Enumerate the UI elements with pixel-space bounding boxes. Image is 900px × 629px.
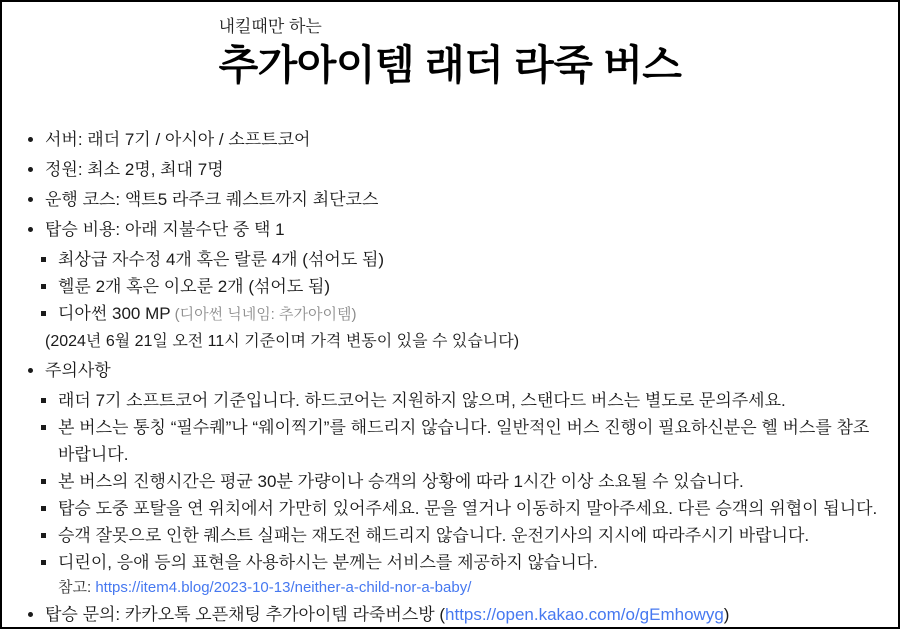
fare-option-note: (디아썬 닉네임: 추가아이템): [174, 306, 357, 323]
document-body: [2, 126, 898, 629]
caution-item: [58, 495, 880, 522]
fare-options-list: [45, 246, 880, 328]
caution-item: [58, 522, 880, 549]
course-text: 운행 코스: 액트5 라주크 퀘스트까지 최단코스: [45, 190, 379, 209]
caution-item: [58, 387, 880, 414]
contact-suffix: ): [723, 605, 730, 624]
title-kicker: 내킬때만 하는: [218, 17, 322, 36]
fare-label: 탑승 비용: 아래 지불수단 중 택 1: [45, 220, 285, 239]
reference-link[interactable]: https://item4.blog/2023-10-13/neither-a-child-nor-a-baby/: [95, 579, 472, 596]
list-item-cautions: [45, 357, 880, 599]
info-list: [24, 126, 880, 629]
fare-option: [58, 273, 880, 300]
cautions-label: 주의사항: [45, 361, 111, 380]
contact-prefix: 탑승 문의: 카카오톡 오픈채팅 추가아이템 라죽버스방 (: [45, 605, 446, 624]
page-header: [2, 2, 898, 88]
list-item-server: [45, 126, 880, 154]
reference-line: [58, 577, 880, 599]
caution-text: 래더 7기 소프트코어 기준입니다. 하드코어는 지원하지 않으며, 스탠다드 버스는 별도로 문의주세요.: [58, 391, 786, 410]
list-item-fare: [45, 216, 880, 355]
list-item-contact: [45, 601, 880, 629]
list-item-capacity: [45, 156, 880, 184]
capacity-text: 정원: 최소 2명, 최대 7명: [45, 160, 224, 179]
fare-option: [58, 300, 880, 328]
fare-option: [58, 246, 880, 273]
caution-item: [58, 549, 880, 599]
page-title: 추가아이템 래더 라죽 버스: [218, 42, 682, 88]
title-block: [219, 16, 682, 88]
price-footnote: (2024년 6월 21일 오전 11시 기준이며 가격 변동이 있을 수 있습니다): [45, 333, 520, 350]
caution-text: 승객 잘못으로 인한 퀘스트 실패는 재도전 해드리지 않습니다. 운전기사의 지시에 따라주시기 바랍니다.: [58, 526, 810, 545]
caution-text: 본 버스의 진행시간은 평균 30분 가량이나 승객의 상황에 따라 1시간 이상 소요될 수 있습니다.: [58, 472, 744, 491]
list-item-course: [45, 186, 880, 214]
caution-text: 탑승 도중 포탈을 연 위치에서 가만히 있어주세요. 문을 열거나 이동하지 말아주세요. 다른 승객의 위협이 됩니다.: [58, 499, 878, 518]
fare-option-text: 최상급 자수정 4개 혹은 랄룬 4개 (섞어도 됨): [58, 250, 385, 269]
caution-item: [58, 468, 880, 495]
fare-option-text: 헬룬 2개 혹은 이오룬 2개 (섞어도 됨): [58, 277, 331, 296]
caution-text: 본 버스는 통칭 “필수퀘”나 “웨이찍기”를 해드리지 않습니다. 일반적인 버스 진행이 필요하신분은 헬 버스를 참조바랍니다.: [58, 418, 870, 464]
reference-label: 참고:: [58, 579, 92, 596]
cautions-list: [45, 387, 880, 599]
fare-option-text: 디아썬 300 MP: [58, 304, 171, 323]
caution-item: [58, 414, 880, 468]
kakao-open-chat-link[interactable]: https://open.kakao.com/o/gEmhowyg: [445, 605, 724, 624]
caution-text: 디린이, 응애 등의 표현을 사용하시는 분께는 서비스를 제공하지 않습니다.: [58, 553, 598, 572]
server-text: 서버: 래더 7기 / 아시아 / 소프트코어: [45, 130, 311, 149]
